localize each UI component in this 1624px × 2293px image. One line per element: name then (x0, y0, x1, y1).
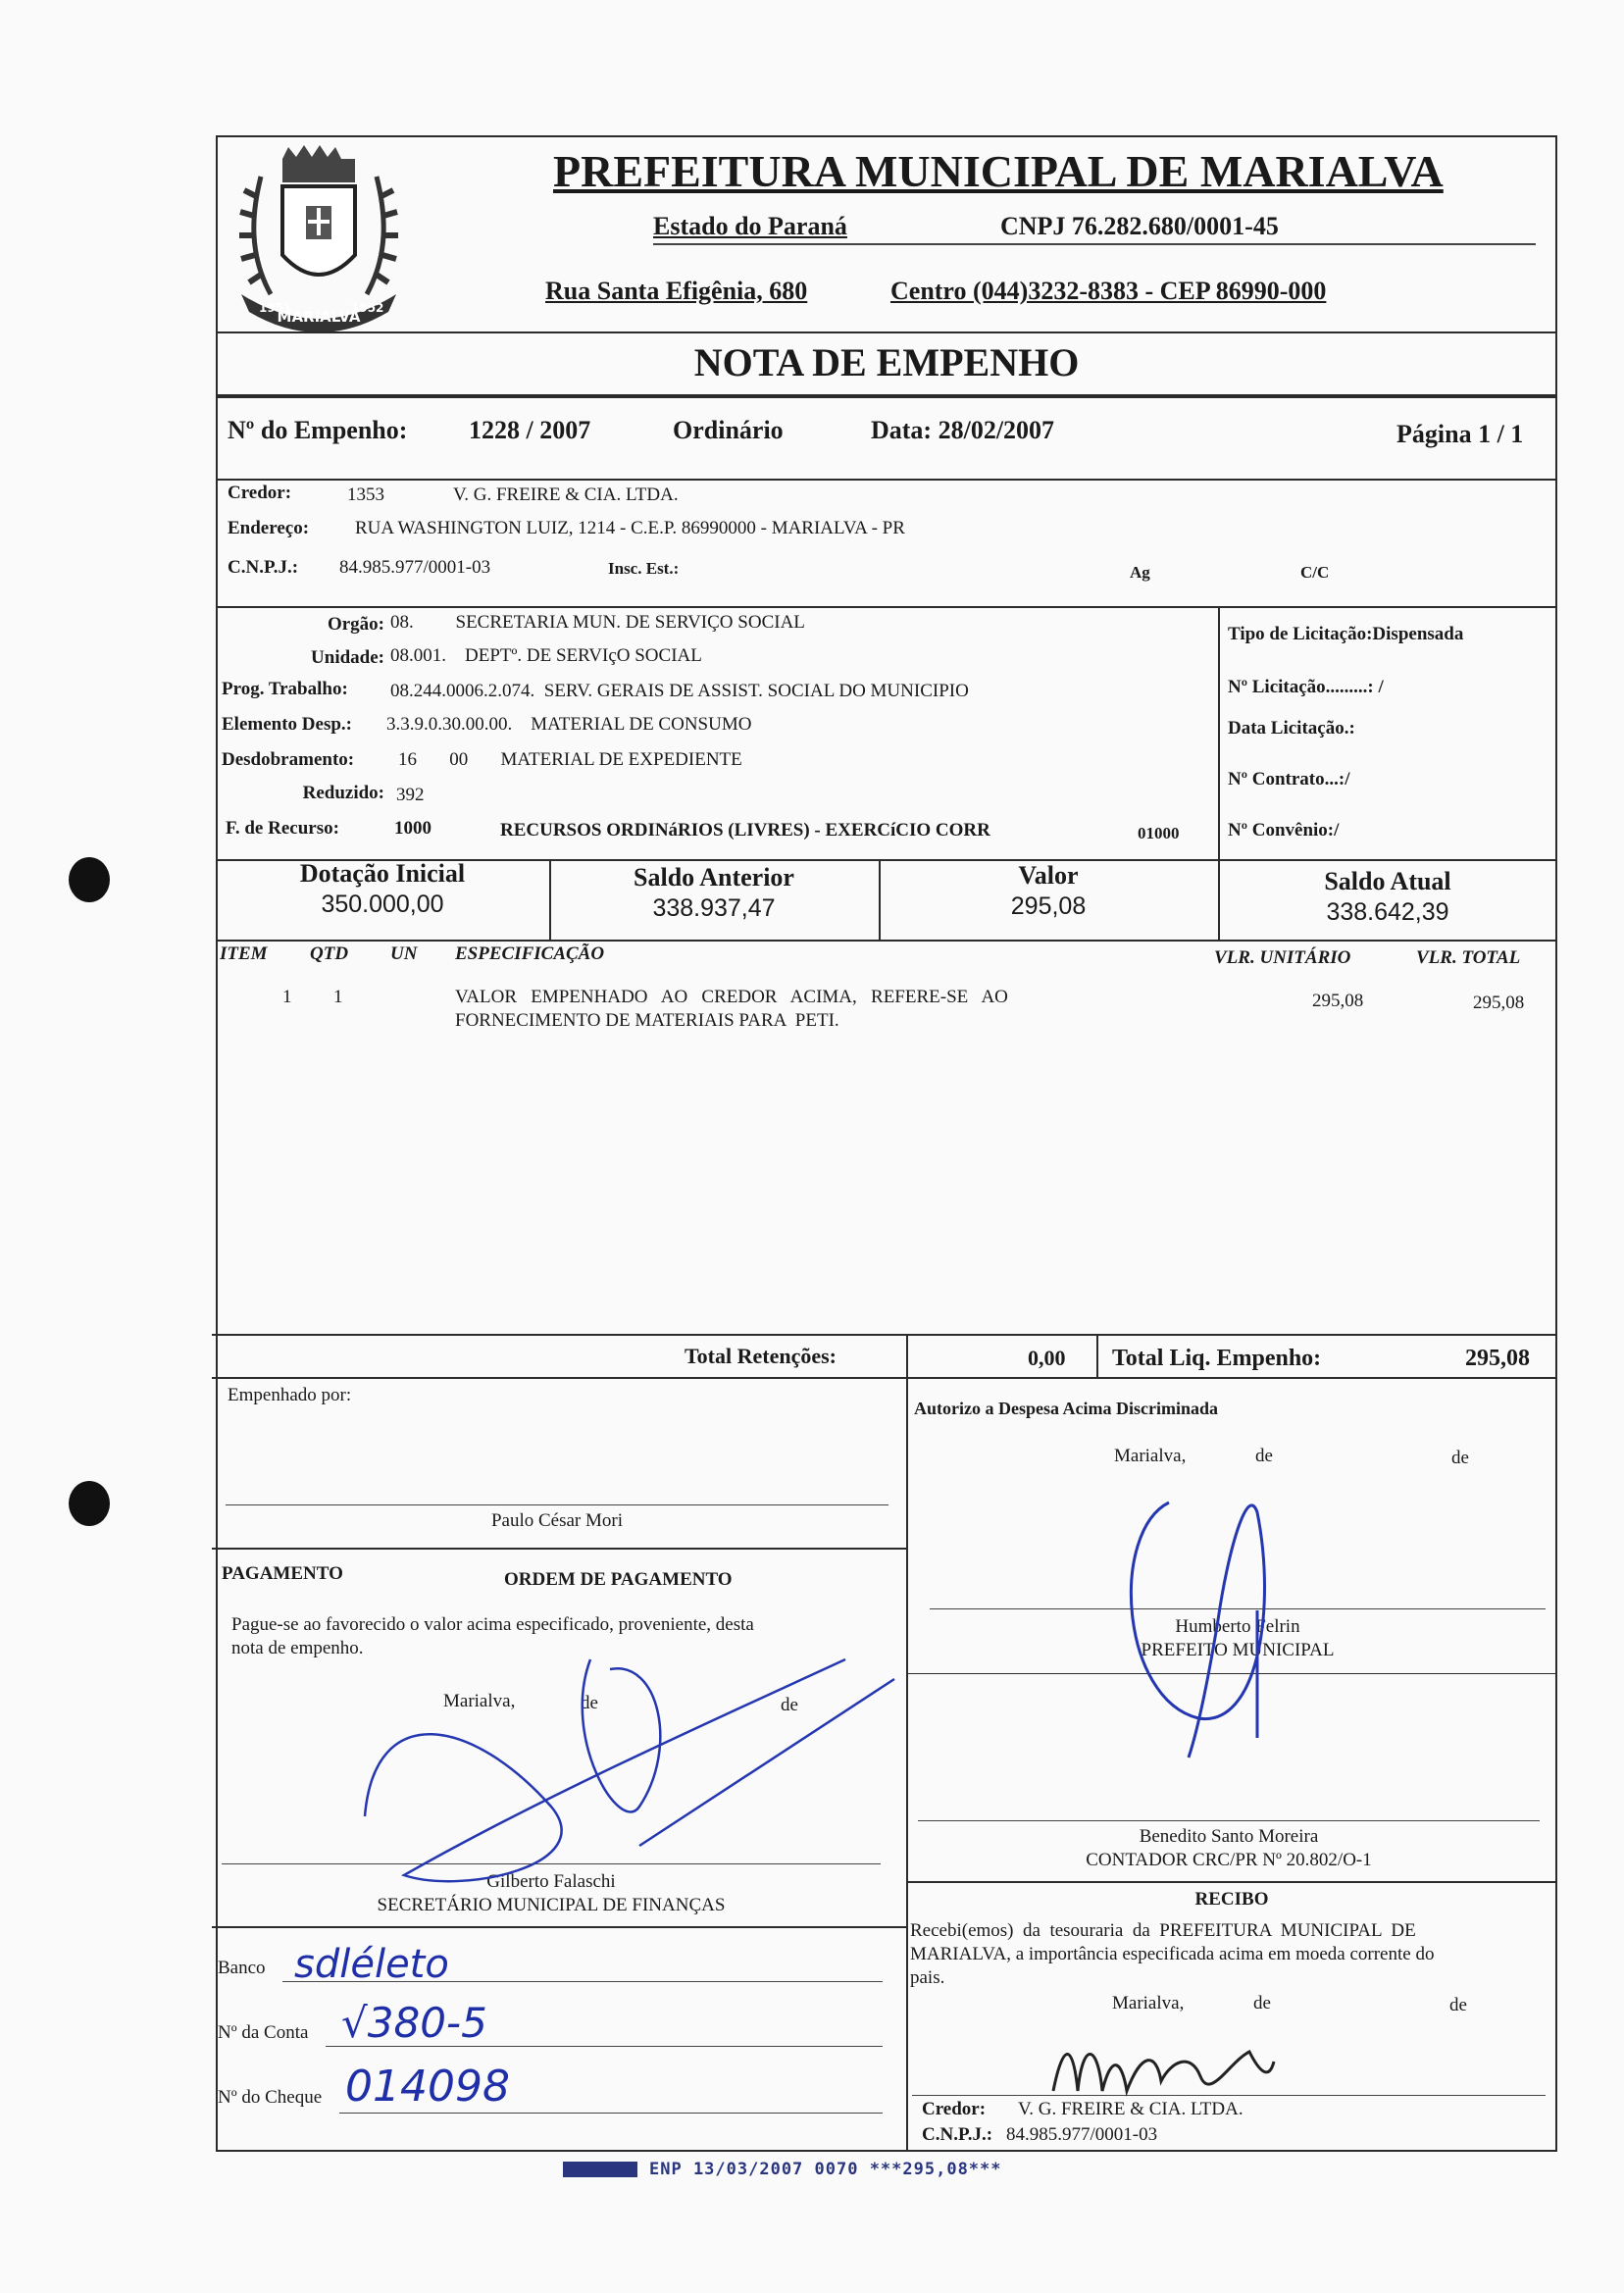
orgao-label: Orgão: (327, 614, 384, 635)
prefeito-title: PREFEITO MUNICIPAL (1141, 1640, 1335, 1660)
document-title: NOTA DE EMPENHO (693, 340, 1080, 384)
unidade-value: 08.001. DEPTº. DE SERVIçO SOCIAL (390, 645, 702, 666)
pagamento-text-line1: Pague-se ao favorecido o valor acima especificado, proveniente, desta (231, 1614, 754, 1635)
item-description-line1: VALOR EMPENHADO AO CREDOR ACIMA, REFERE-SE AO (455, 987, 1008, 1007)
valor-label: Valor (1018, 861, 1079, 890)
banco-handwritten: sdléleto (294, 1942, 449, 1987)
conta-handwritten: √380-5 (341, 1999, 487, 2047)
credor-code: 1353 (347, 484, 384, 505)
elemento-label: Elemento Desp.: (222, 714, 352, 735)
item-unit-value: 295,08 (1312, 991, 1364, 1011)
saldo-atual-value: 338.642,39 (1326, 898, 1449, 926)
total-liquido-label: Total Liq. Empenho: (1112, 1346, 1322, 1371)
pagamento-de1: de (581, 1693, 598, 1713)
recurso-number: 01000 (1138, 824, 1180, 842)
address-label: Endereço: (228, 518, 310, 538)
empenhado-name: Paulo César Mori (490, 1510, 624, 1531)
retencoes-label: Total Retenções: (685, 1344, 837, 1368)
item-total-value: 295,08 (1473, 993, 1525, 1013)
numero-licitacao: Nº Licitação.........: / (1228, 677, 1384, 697)
col-especificacao: ESPECIFICAÇÃO (455, 943, 605, 964)
recibo-de1: de (1253, 1993, 1271, 2013)
retencoes-value: 0,00 (1028, 1346, 1066, 1370)
tipo-licitacao: Tipo de Licitação:Dispensada (1228, 624, 1464, 644)
credor-label: Credor: (228, 483, 292, 503)
pagamento-label: PAGAMENTO (222, 1563, 343, 1584)
cc-label: C/C (1300, 563, 1330, 582)
autorizo-de1: de (1255, 1446, 1273, 1466)
credor-signature (1043, 2022, 1279, 2111)
col-item: ITEM (220, 943, 268, 964)
secretario-signature (345, 1640, 894, 1934)
secretario-name: Gilberto Falaschi (486, 1871, 616, 1892)
reduzido-label: Reduzido: (302, 783, 384, 803)
insc-label: Insc. Est.: (608, 559, 680, 578)
contador-name: Benedito Santo Moreira (1139, 1826, 1319, 1847)
autorizo-de2: de (1451, 1448, 1469, 1468)
crest-year-left: 1951 (259, 301, 292, 315)
recibo-text-line1: Recebi(emos) da tesouraria da PREFEITURA MUNICIPAL DE (910, 1920, 1416, 1941)
elemento-value: 3.3.9.0.30.00.00. MATERIAL DE CONSUMO (386, 714, 752, 735)
punch-hole (69, 857, 110, 902)
autorizo-label: Autorizo a Despesa Acima Discriminada (914, 1399, 1218, 1418)
recibo-credor-label: Credor: (922, 2099, 987, 2119)
dotacao-value: 350.000,00 (321, 891, 444, 918)
empenho-label: Nº do Empenho: (228, 416, 408, 444)
col-vlr-unitario: VLR. UNITÁRIO (1214, 947, 1351, 968)
recibo-credor-name: V. G. FREIRE & CIA. LTDA. (1018, 2099, 1243, 2119)
cheque-handwritten: 014098 (345, 2062, 510, 2112)
empenho-type: Ordinário (673, 416, 784, 444)
cheque-label: Nº do Cheque (218, 2087, 323, 2108)
recurso-label: F. de Recurso: (226, 818, 339, 839)
secretario-title: SECRETÁRIO MUNICIPAL DE FINANÇAS (377, 1895, 726, 1915)
recibo-title: RECIBO (1194, 1889, 1269, 1910)
prefeito-name: Humberto Felrin (1175, 1616, 1300, 1637)
recibo-text-line2: MARIALVA, a importância especificada acima em moeda corrente do (910, 1944, 1435, 1964)
pagamento-city: Marialva, (443, 1691, 516, 1711)
crest-label: MARIALVA (277, 308, 361, 326)
valor-value: 295,08 (1010, 892, 1087, 920)
item-number: 1 (282, 987, 292, 1007)
header-cnpj: CNPJ 76.282.680/0001-45 (1000, 212, 1279, 240)
punch-hole (69, 1481, 110, 1526)
recurso-code: 1000 (394, 818, 431, 839)
recurso-description: RECURSOS ORDINáRIOS (LIVRES) - EXERCíCIO CORR (500, 820, 990, 841)
empenho-page: Página 1 / 1 (1396, 420, 1524, 448)
ag-label: Ag (1130, 563, 1150, 582)
col-qtd: QTD (310, 943, 349, 964)
stamp-mark-icon (563, 2162, 637, 2177)
header-state: Estado do Paraná (653, 212, 847, 240)
banco-label: Banco (218, 1958, 266, 1978)
ordem-pagamento-title: ORDEM DE PAGAMENTO (504, 1569, 733, 1590)
saldo-atual-label: Saldo Atual (1324, 867, 1451, 895)
col-un: UN (390, 943, 418, 964)
saldo-anterior-value: 338.937,47 (652, 894, 776, 922)
payment-stamp: ENP 13/03/2007 0070 ***295,08*** (649, 2160, 1002, 2179)
recibo-de2: de (1449, 1995, 1467, 2015)
empenho-number: 1228 / 2007 (469, 416, 591, 444)
recibo-cnpj: 84.985.977/0001-03 (1006, 2124, 1158, 2145)
header-district-phone: Centro (044)3232-8383 - CEP 86990-000 (890, 277, 1327, 305)
desdobramento-value: 16 00 MATERIAL DE EXPEDIENTE (398, 749, 742, 770)
data-licitacao: Data Licitação.: (1228, 718, 1355, 739)
credor-cnpj: 84.985.977/0001-03 (339, 557, 491, 578)
reduzido-value: 392 (396, 785, 425, 805)
autorizo-city: Marialva, (1114, 1446, 1187, 1466)
dotacao-label: Dotação Inicial (299, 859, 466, 888)
prog-label: Prog. Trabalho: (222, 679, 348, 699)
municipal-crest-icon (222, 137, 416, 343)
total-liquido-value: 295,08 (1465, 1346, 1530, 1371)
unidade-label: Unidade: (311, 647, 384, 668)
crest-year-right: 1952 (351, 301, 384, 315)
nota-de-empenho-sheet (208, 129, 1557, 2152)
recibo-cnpj-label: C.N.P.J.: (922, 2124, 993, 2145)
recibo-city: Marialva, (1112, 1993, 1185, 2013)
empenho-date: Data: 28/02/2007 (871, 416, 1055, 444)
orgao-value: 08. SECRETARIA MUN. DE SERVIÇO SOCIAL (390, 612, 805, 633)
item-qtd: 1 (333, 987, 343, 1007)
col-vlr-total: VLR. TOTAL (1416, 947, 1521, 968)
pagamento-text-line2: nota de empenho. (231, 1638, 364, 1658)
desdobramento-label: Desdobramento: (222, 749, 355, 770)
prog-value: 08.244.0006.2.074. SERV. GERAIS DE ASSIST. SOCIAL DO MUNICIPIO (390, 681, 969, 701)
prefeito-signature (1110, 1493, 1306, 1767)
credor-name: V. G. FREIRE & CIA. LTDA. (453, 484, 679, 505)
header-title: PREFEITURA MUNICIPAL DE MARIALVA (553, 146, 1444, 196)
item-description-line2: FORNECIMENTO DE MATERIAIS PARA PETI. (455, 1010, 839, 1031)
conta-label: Nº da Conta (218, 2022, 309, 2043)
recibo-text-line3: pais. (910, 1967, 945, 1988)
cnpj-label: C.N.P.J.: (228, 557, 299, 578)
numero-contrato: Nº Contrato...:/ (1228, 769, 1350, 790)
empenhado-label: Empenhado por: (228, 1385, 352, 1405)
credor-address: RUA WASHINGTON LUIZ, 1214 - C.E.P. 86990000 - MARIALVA - PR (355, 518, 905, 538)
pagamento-de2: de (781, 1695, 798, 1715)
numero-convenio: Nº Convênio:/ (1228, 820, 1340, 841)
saldo-anterior-label: Saldo Anterior (634, 863, 794, 892)
contador-title: CONTADOR CRC/PR Nº 20.802/O-1 (1086, 1850, 1372, 1870)
header-street: Rua Santa Efigênia, 680 (545, 277, 808, 305)
